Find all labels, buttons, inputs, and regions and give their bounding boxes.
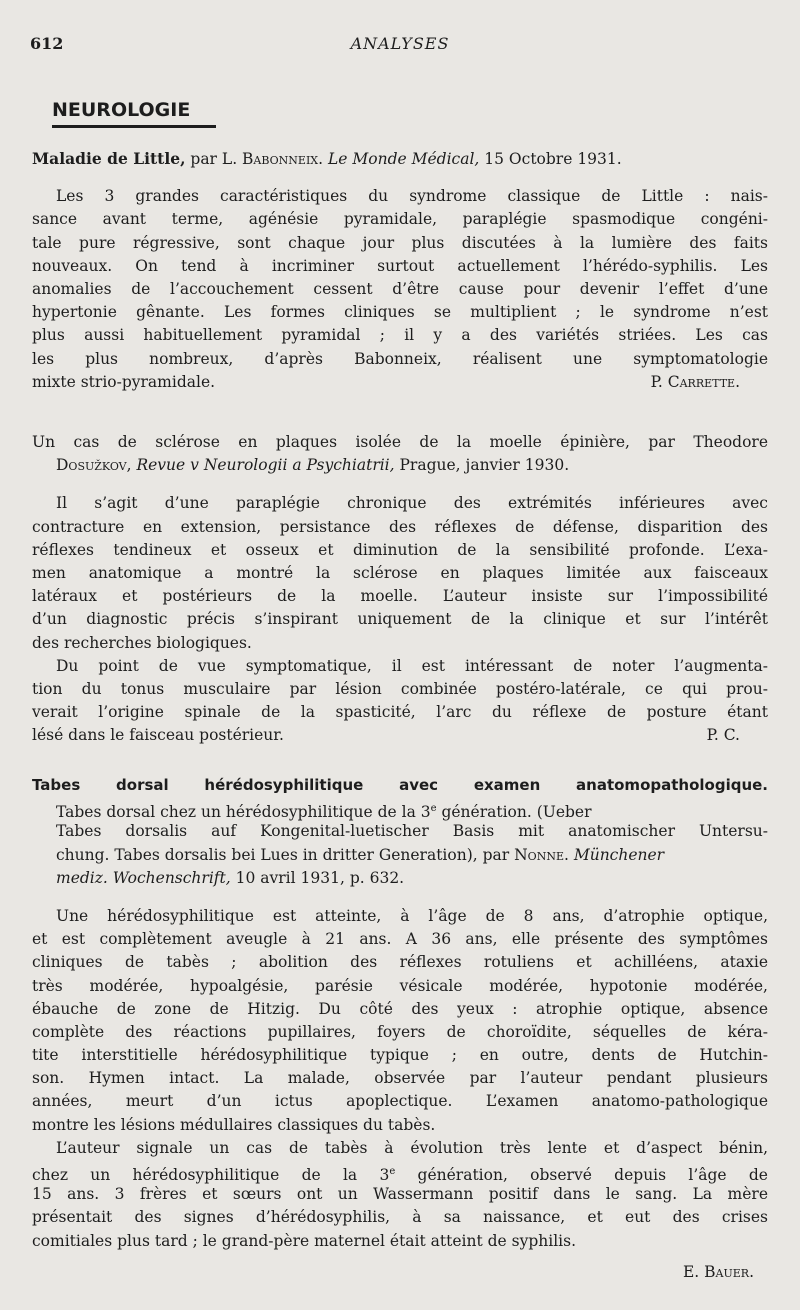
spacer	[32, 890, 768, 905]
body-line: Les 3 grandes caractéristiques du syndrome classique de Little : nais-	[56, 187, 768, 206]
title-line: chung. Tabes dorsalis bei Lues in dritter Generation), par Nonne. Münchener	[56, 845, 665, 864]
body-line: présentait des signes d’hérédosyphilis, à sa naissance, et eut des crises	[32, 1208, 768, 1227]
body-line: verait l’origine spinale de la spasticité, l’arc du réflexe de posture étant	[32, 703, 768, 722]
body-line: des recherches biologiques.	[32, 633, 252, 652]
article-little	[32, 147, 768, 394]
article-title	[32, 774, 768, 890]
spacer	[32, 477, 768, 492]
body-line: 15 ans. 3 frères et sœurs ont un Wassermann positif dans le sang. La mère	[32, 1185, 768, 1204]
spacer	[32, 170, 768, 185]
body-line: réflexes tendineux et osseux et diminution de la sensibilité profonde. L’exa-	[32, 540, 768, 559]
page-number: 612	[30, 34, 64, 53]
body-line: comitiales plus tard ; le grand-père maternel était atteint de syphilis.	[32, 1231, 577, 1250]
title-line: Tabes dorsalis auf Kongenital-luetischer Basis mit anatomischer Untersu-	[56, 822, 768, 841]
article-tabes	[32, 774, 768, 1284]
body-line: tion du tonus musculaire par lésion combinée postéro-latérale, ce qui prou-	[32, 679, 768, 698]
title-line: Un cas de sclérose en plaques isolée de la moelle épinière, par Theodore	[32, 433, 768, 451]
body-line: d’un diagnostic précis s’inspirant uniquement de la clinique et sur l’intérêt	[32, 610, 768, 629]
body-line: montre les lésions médullaires classiques du tabès.	[32, 1115, 436, 1134]
body-line: très modérée, hypoalgésie, parésie vésicale modérée, hypotonie modérée,	[32, 976, 768, 995]
body-line: Il s’agit d’une paraplégie chronique des extrémités inférieures avec	[56, 494, 768, 513]
body-line-with-signature: lésé dans le faisceau postérieur. P. C.	[32, 724, 768, 747]
body-line-with-signature: mixte strio-pyramidale. P. Carrette.	[32, 371, 768, 394]
article-title	[32, 431, 768, 477]
body-line: chez un hérédosyphilitique de la 3e génération, observé depuis l’âge de	[32, 1166, 768, 1185]
paragraph	[32, 1137, 768, 1253]
body-line: son. Hymen intact. La malade, observée par l’auteur pendant plusieurs	[32, 1069, 768, 1088]
body-line: contracture en extension, persistance des réflexes de défense, disparition des	[32, 517, 768, 536]
article-title: Maladie de Little, par L. Babonneix. Le Monde Médical, 15 Octobre 1931.	[32, 149, 622, 168]
body-line: ébauche de zone de Hitzig. Du côté des yeux : atrophie optique, absence	[32, 999, 768, 1018]
signature: E. Bauer.	[682, 1262, 754, 1281]
page-header	[30, 34, 770, 58]
signature: P. Carrette.	[650, 372, 740, 391]
body-line: années, meurt d’un ictus apoplectique. L’examen anatomo-pathologique	[32, 1092, 768, 1111]
running-title: ANALYSES	[350, 34, 450, 53]
title-line: Tabes dorsal hérédosyphilitique avec examen anatomopathologique.	[32, 776, 768, 794]
body-line: tale pure régressive, sont chaque jour plus discutées à la lumière des faits	[32, 233, 768, 252]
body-line: les plus nombreux, d’après Babonneix, réalisent une symptomatologie	[32, 349, 768, 368]
article-sclerose	[32, 431, 768, 747]
paragraph	[32, 655, 768, 748]
body-line: cliniques de tabès ; abolition des réflexes rotuliens et achilléens, ataxie	[32, 953, 768, 972]
body-line: hypertonie gênante. Les formes cliniques se multiplient ; le syndrome n’est	[32, 303, 768, 322]
body-line: anomalies de l’accouchement cessent d’être cause pour devenir l’effet d’une	[32, 279, 768, 298]
article-body	[32, 185, 768, 394]
body-line: et est complètement aveugle à 21 ans. A 36 ans, elle présente des symptômes	[32, 930, 768, 949]
title-line: Tabes dorsal chez un hérédosyphilitique de la 3e génération. (Ueber	[56, 803, 592, 822]
body-line: nouveaux. On tend à incriminer surtout actuellement l’hérédo-syphilis. Les	[32, 256, 768, 275]
section-title: NEUROLOGIE	[52, 99, 191, 121]
signature: P. C.	[706, 726, 740, 745]
body-line: men anatomique a montré la sclérose en plaques limitée aux faisceaux	[32, 563, 768, 582]
body-line: latéraux et postérieurs de la moelle. L’auteur insiste sur l’impossibilité	[32, 587, 768, 606]
paragraph	[32, 905, 768, 1137]
body-line: complète des réactions pupillaires, foyers de choroïdite, séquelles de kéra-	[32, 1022, 768, 1041]
body-line: plus aussi habituellement pyramidal ; il y a des variétés striées. Les cas	[32, 326, 768, 345]
body-line: tite interstitielle hérédosyphilitique typique ; en outre, dents de Hutchin-	[32, 1046, 768, 1065]
section-rule	[52, 125, 216, 128]
body-line: L’auteur signale un cas de tabès à évolution très lente et d’aspect bénin,	[56, 1138, 768, 1157]
title-line: mediz. Wochenschrift, 10 avril 1931, p. 632.	[56, 868, 405, 887]
paragraph	[32, 492, 768, 654]
body-line: sance avant terme, agénésie pyramidale, paraplégie spasmodique congéni-	[32, 210, 768, 229]
body-line: Une hérédosyphilitique est atteinte, à l’âge de 8 ans, d’atrophie optique,	[56, 906, 768, 925]
body-line: Du point de vue symptomatique, il est intéressant de noter l’augmenta-	[56, 656, 768, 675]
title-line: Dosužkov, Revue v Neurologii a Psychiatrii, Prague, janvier 1930.	[56, 456, 570, 475]
